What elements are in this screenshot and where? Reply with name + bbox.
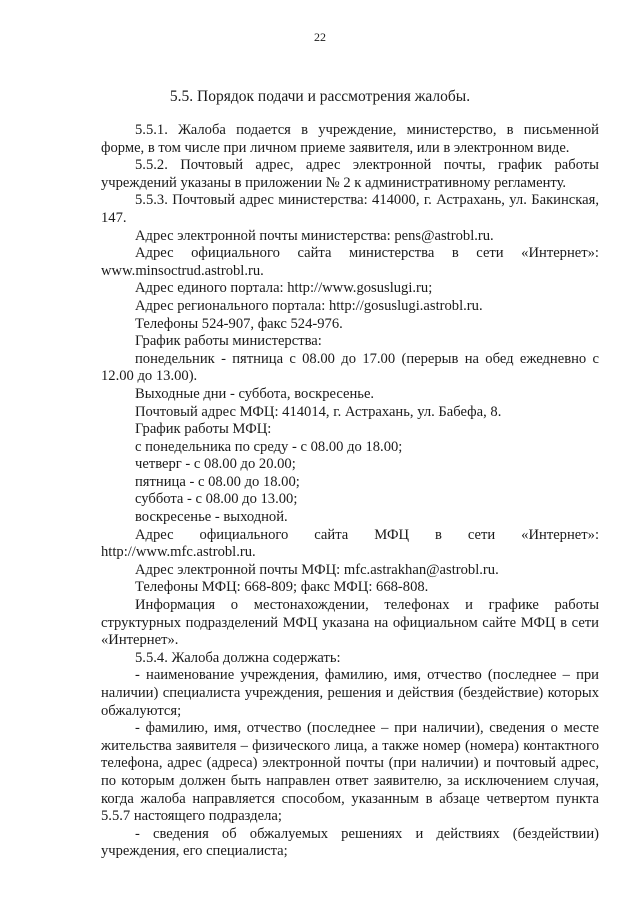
paragraph: Адрес официального сайта министерства в сети «Интернет»: www.minsoctrud.astrobl.ru. [101,245,599,279]
paragraph: понедельник - пятница с 08.00 до 17.00 (перерыв на обед ежедневно с 12.00 до 13.00). [101,350,599,385]
paragraph: пятница - с 08.00 до 18.00; [135,473,300,490]
paragraph: График работы МФЦ: [135,421,272,438]
paragraph: Адрес регионального портала: http://gosuslugi.astrobl.ru. [135,297,483,314]
section-title: 5.5. Порядок подачи и рассмотрения жалобы. [169,88,471,105]
paragraph: четверг - с 08.00 до 20.00; [135,456,296,473]
paragraph: 5.5.2. Почтовый адрес, адрес электронной почты, график работы учреждений указаны в приложении № 2 к административному регламенту. [101,157,599,191]
page-number: 22 [314,30,326,44]
paragraph: Телефоны 524-907, факс 524-976. [135,315,343,332]
paragraph: Информация о местонахождении, телефонах и графике работы структурных подразделений МФЦ указана на официальном сайте МФЦ в сети «Интернет». [101,597,599,649]
paragraph: воскресенье - выходной. [135,509,288,526]
paragraph: суббота - с 08.00 до 13.00; [135,491,298,508]
paragraph: Почтовый адрес МФЦ: 414014, г. Астрахань, ул. Бабефа, 8. [135,403,502,420]
paragraph: Адрес единого портала: http://www.gosuslugi.ru; [135,280,433,297]
paragraph: - фамилию, имя, отчество (последнее – при наличии), сведения о месте жительства заявителя – физического лица, а также номер (номера) контактного телефона, адрес (адреса) электронной почты (при наличии) и почтовый адрес, по которым должен быть направлен ответ заявителю, за исключением случая, когда жалоба направляется способом, указанным в абзаце четвертом пункта 5.5.7 настоящего подраздела; [101,720,599,825]
paragraph: Адрес электронной почты министерства: pens@astrobl.ru. [135,227,494,244]
paragraph: 5.5.1. Жалоба подается в учреждение, министерство, в письменной форме, в том числе при личном приеме заявителя, или в электронном виде. [101,122,599,156]
paragraph: Выходные дни - суббота, воскресенье. [135,385,375,402]
paragraph: - сведения об обжалуемых решениях и действиях (бездействии) учреждения, его специалиста; [101,825,599,860]
paragraph: Телефоны МФЦ: 668-809; факс МФЦ: 668-808. [135,579,429,596]
paragraph: Адрес электронной почты МФЦ: mfc.astrakhan@astrobl.ru. [135,561,499,578]
paragraph: 5.5.3. Почтовый адрес министерства: 414000, г. Астрахань, ул. Бакинская, 147. [101,192,599,226]
paragraph: Адрес официального сайта МФЦ в сети «Интернет»: http://www.mfc.astrobl.ru. [101,526,599,561]
paragraph: График работы министерства: [135,333,322,350]
paragraph: - наименование учреждения, фамилию, имя, отчество (последнее – при наличии) специалиста учреждения, решения и действия (бездействие) которых обжалуются; [101,667,599,719]
paragraph: с понедельника по среду - с 08.00 до 18.00; [135,438,403,455]
document-body [101,122,599,861]
paragraph: 5.5.4. Жалоба должна содержать: [135,649,341,666]
